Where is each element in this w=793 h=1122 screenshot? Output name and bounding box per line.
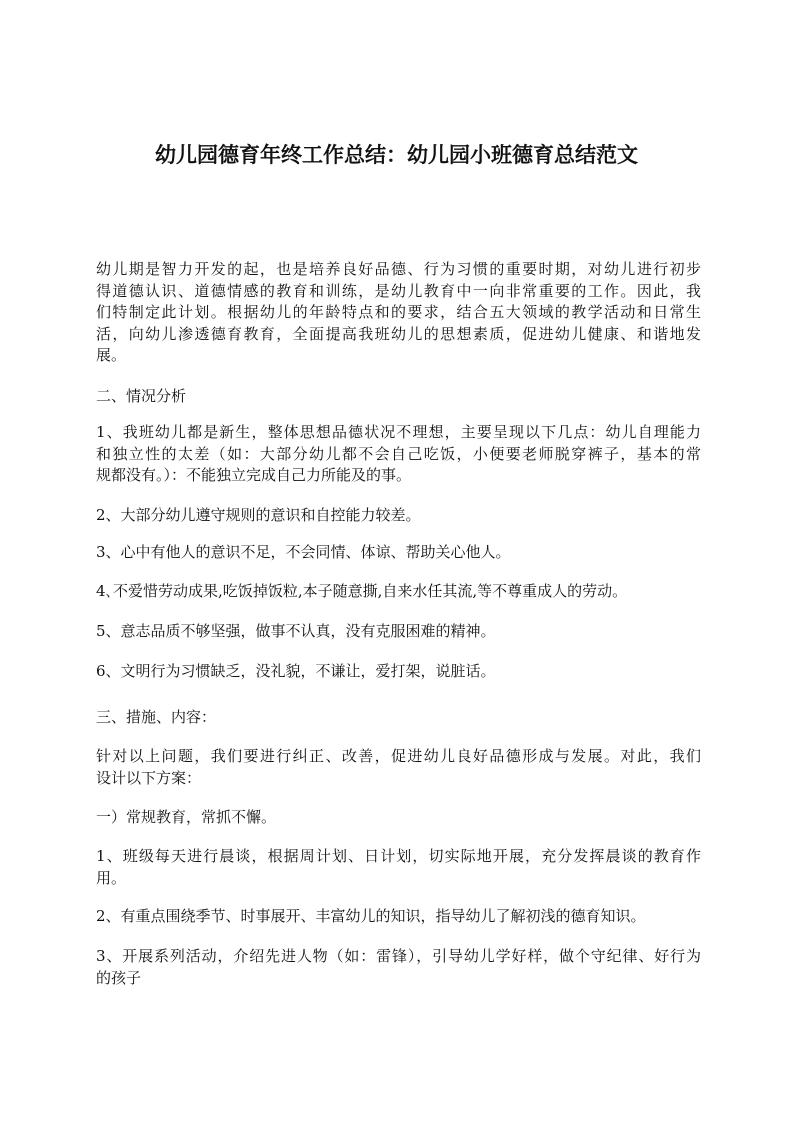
measure-item-2 (96, 906, 701, 928)
text-line: 1、我班幼儿都是新生，整体思想品德状况不理想，主要呈现以下几点：幼儿自理能力 (96, 423, 701, 441)
measure-item-1 (96, 846, 701, 889)
situation-item-3 (96, 542, 701, 564)
text-line: 3、开展系列活动，介绍先进人物（如：雷锋），引导幼儿学好样，做个守纪律、好行为 (96, 947, 701, 965)
text-line: 设计以下方案： (96, 768, 202, 787)
text-line: 2、有重点围绕季节、时事展开、丰富幼儿的知识，指导幼儿了解初浅的德育知识。 (96, 907, 646, 925)
text-line: 一）常规教育，常抓不懈。 (96, 808, 277, 826)
text-line: 针对以上问题，我们要进行纠正、改善，促进幼儿良好品德形成与发展。对此，我们 (96, 747, 701, 765)
intro-paragraph (96, 259, 701, 367)
text-line: 们特制定此计划。根据幼儿的年龄特点和的要求，结合五大领域的教学活动和日常生 (96, 303, 701, 321)
text-line: 5、意志品质不够坚强，做事不认真，没有克服困难的精神。 (96, 622, 496, 640)
text-line: 规都没有。）：不能独立完成自己力所能及的事。 (96, 466, 412, 484)
text-line: 幼儿期是智力开发的起，也是培养良好品德、行为习惯的重要时期，对幼儿进行初步 (96, 260, 701, 278)
text-line: 三、措施、内容： (96, 708, 217, 726)
situation-item-5 (96, 621, 701, 643)
text-line: 3、心中有他人的意识不足，不会同情、体谅、帮助关心他人。 (96, 543, 511, 561)
subsection-routine-education (96, 807, 701, 829)
situation-item-2 (96, 505, 701, 527)
text-line: 二、情况分析 (96, 387, 187, 405)
situation-item-6 (96, 661, 701, 683)
document-title: 幼儿园德育年终工作总结：幼儿园小班德育总结范文 (155, 142, 638, 167)
situation-item-1 (96, 422, 701, 487)
text-line: 6、文明行为习惯缺乏，没礼貌，不谦让，爱打架，说脏话。 (96, 662, 496, 680)
text-line: 1、班级每天进行晨谈，根据周计划、日计划，切实际地开展，充分发挥晨谈的教育作 (96, 847, 701, 865)
text-line: 得道德认识、道德情感的教育和训练，是幼儿教育中一向非常重要的工作。因此，我 (96, 281, 701, 300)
text-line: 的孩子 (96, 968, 142, 987)
text-line: 活，向幼儿渗透德育教育，全面提高我班幼儿的思想素质，促进幼儿健康、和谐地发 (96, 324, 701, 343)
text-line: 展。 (96, 346, 127, 364)
measures-intro (96, 746, 701, 789)
section-heading-measures (96, 707, 701, 729)
text-line: 用。 (96, 868, 127, 887)
text-line: 2、大部分幼儿遵守规则的意识和自控能力较差。 (96, 506, 421, 524)
section-heading-situation (96, 386, 701, 408)
measure-item-3 (96, 946, 701, 989)
text-line: 和独立性的太差（如：大部分幼儿都不会自己吃饭，小便要老师脱穿裤子，基本的常 (96, 444, 701, 463)
text-line: 4､不爱惜劳动成果,吃饭掉饭粒,本子随意撕,自来水任其流,等不尊重成人的劳动。 (96, 582, 628, 600)
situation-item-4 (96, 581, 701, 603)
